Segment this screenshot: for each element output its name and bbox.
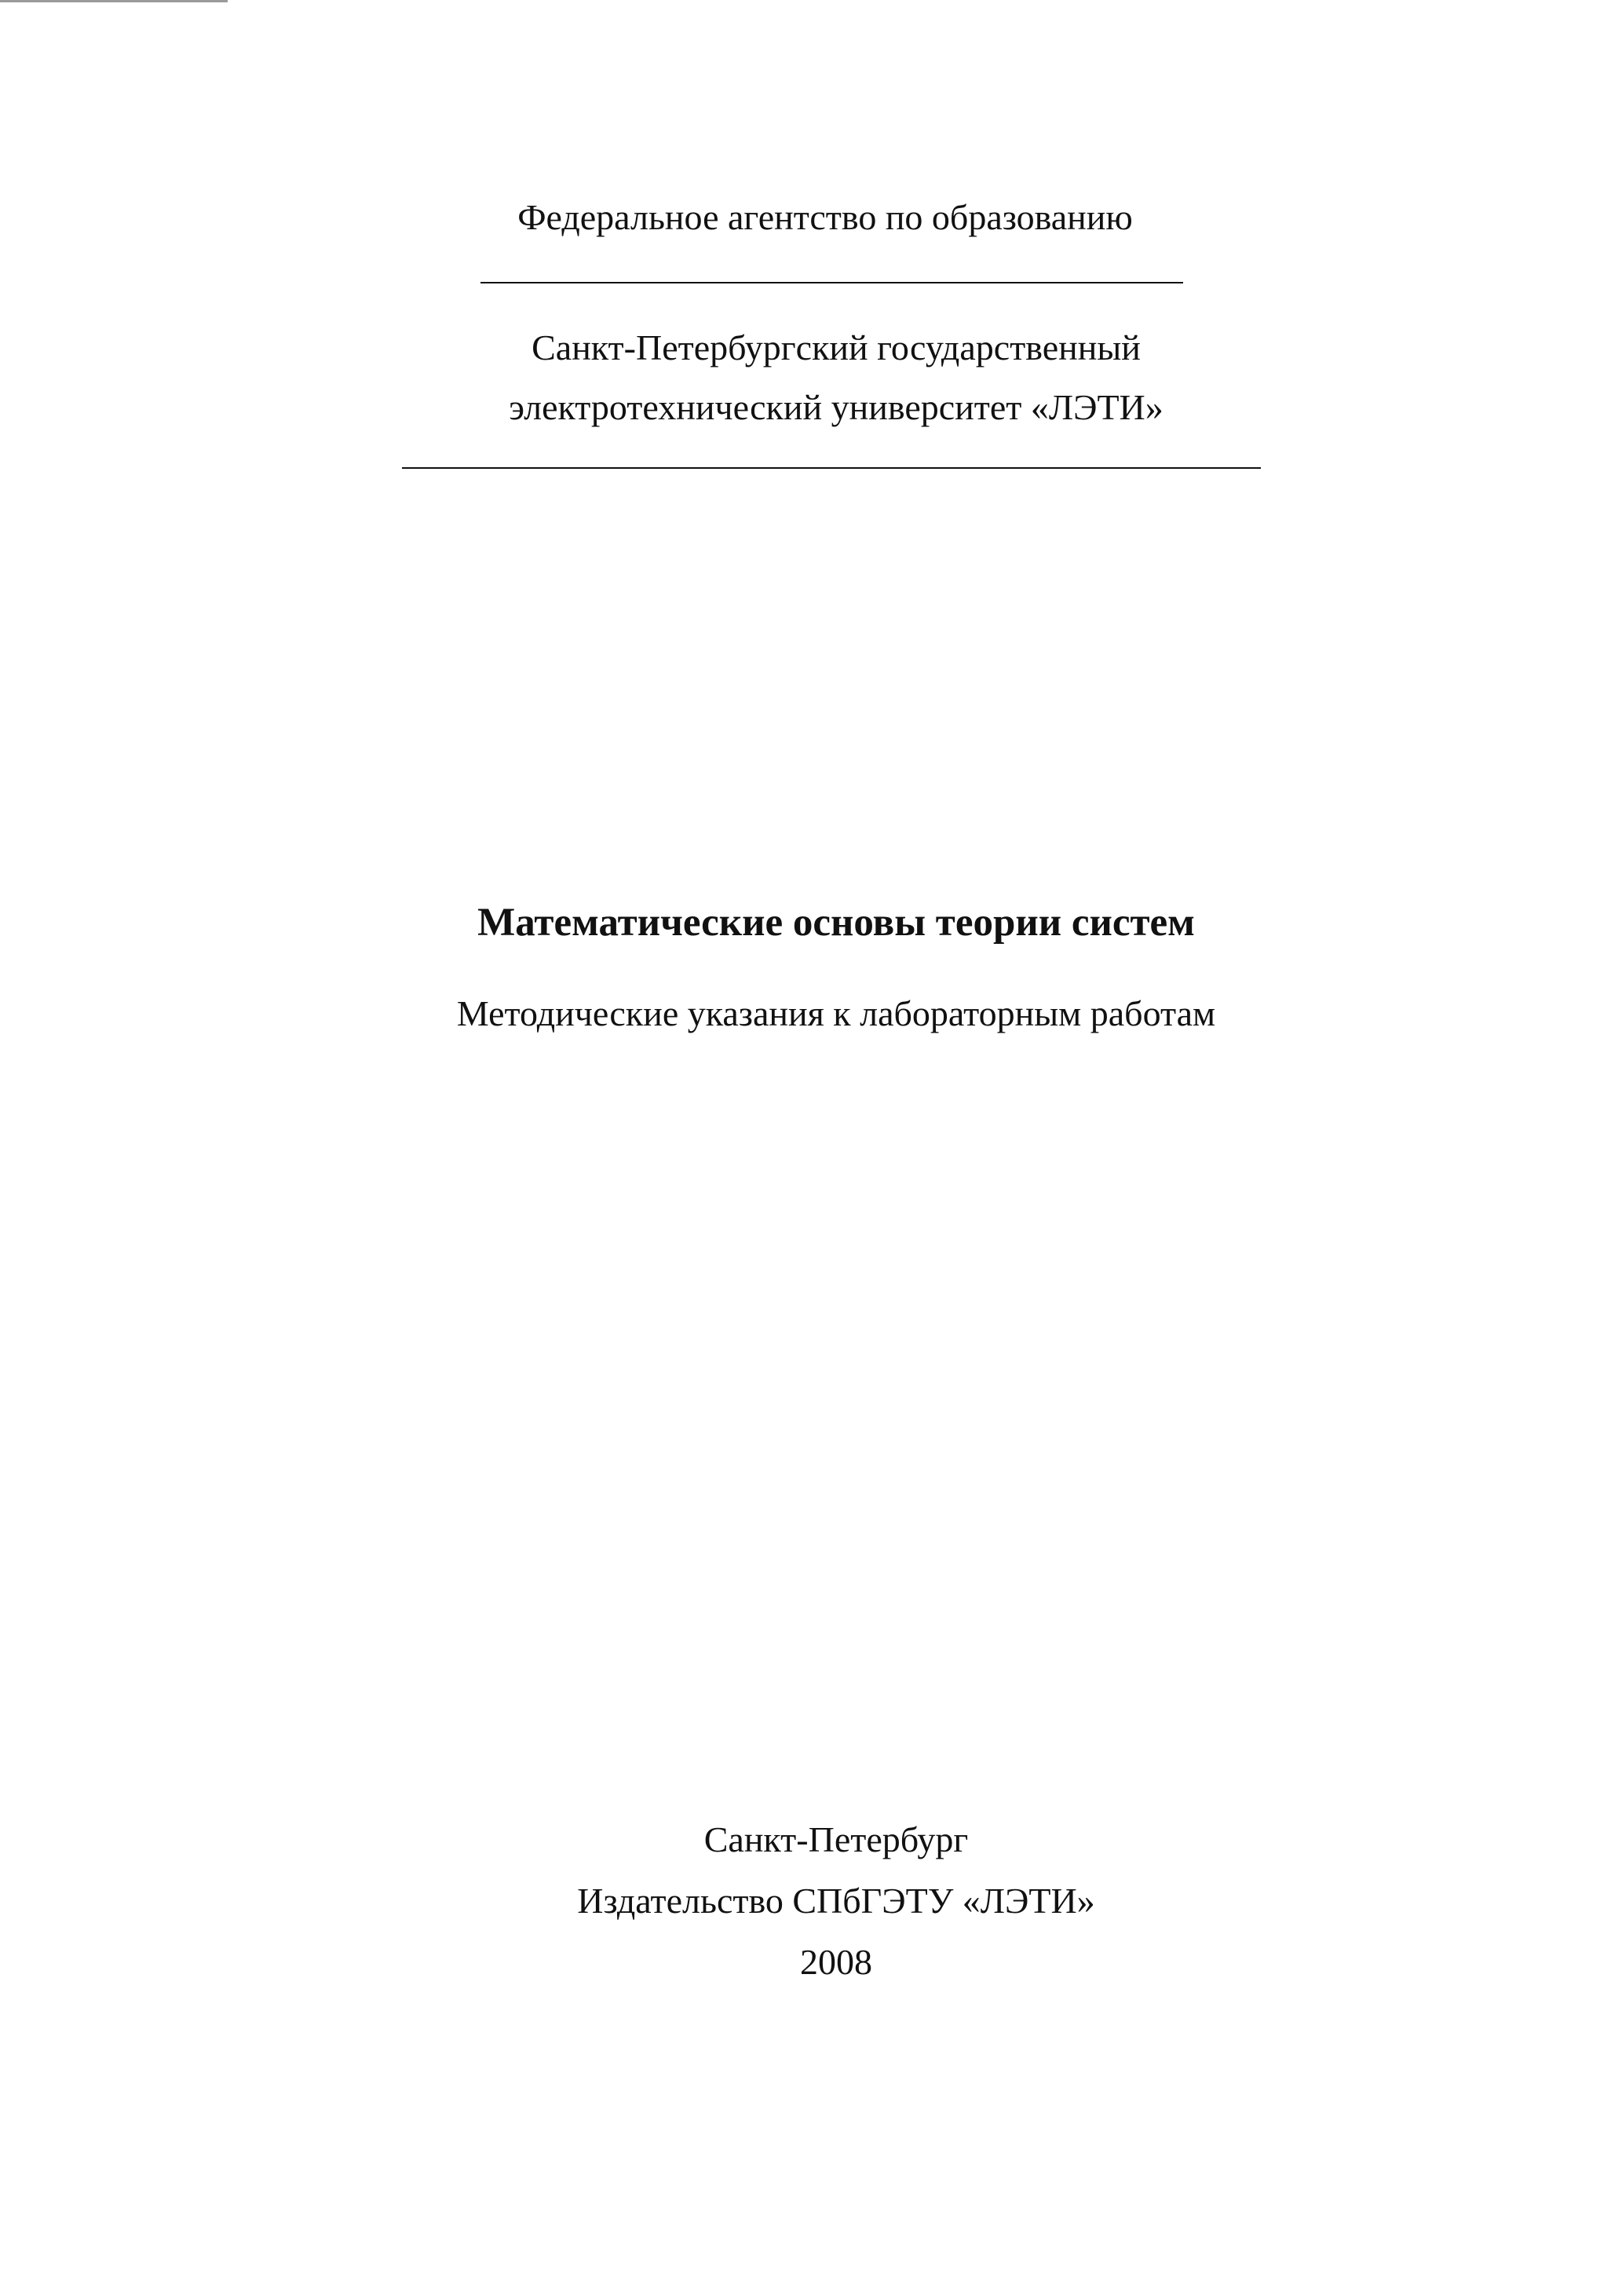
scan-edge-mark (0, 0, 228, 2)
imprint-city: Санкт-Петербург (703, 1819, 969, 1859)
header-divider-top (480, 282, 1183, 283)
imprint-publisher: Издательство СПбГЭТУ «ЛЭТИ» (577, 1881, 1095, 1921)
document-subtitle: Методические указания к лабораторным работам (456, 993, 1216, 1033)
university-name-line1: Санкт-Петербургский государственный (532, 327, 1141, 367)
university-name-line2: электротехнический университет «ЛЭТИ» (509, 387, 1164, 427)
document-title: Математические основы теории систем (477, 901, 1195, 945)
imprint-year: 2008 (800, 1942, 872, 1982)
agency-name: Федеральное агентство по образованию (517, 197, 1133, 237)
header-divider-bottom (402, 467, 1261, 469)
